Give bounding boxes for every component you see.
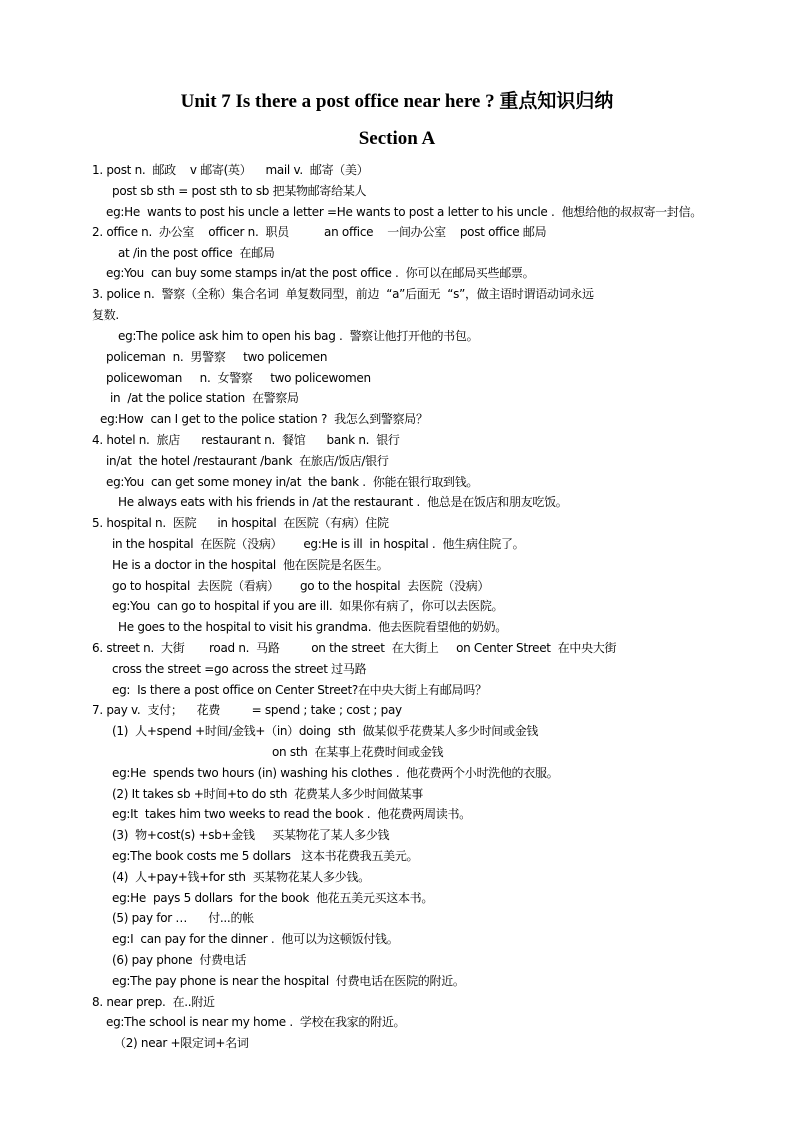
document-title: Unit 7 Is there a post office near here ? 重点知识归纳 bbox=[180, 91, 614, 112]
list-item: eg:He spends two hours (in) washing his clothes . 他花费两个小时洗他的衣服。 bbox=[112, 766, 559, 780]
list-item: He is a doctor in the hospital 他在医院是名医生。 bbox=[112, 558, 389, 572]
list-item: eg:The school is near my home . 学校在我家的附近。 bbox=[106, 1015, 406, 1029]
list-item: eg:You can go to hospital if you are ill. 如果你有病了，你可以去医院。 bbox=[112, 599, 504, 613]
list-item: 7. pay v. 支付； 花费 = spend ; take ; cost ; pay bbox=[92, 703, 402, 717]
list-item: (3) 物+cost(s) +sb+金钱 买某物花了某人多少钱 bbox=[112, 828, 390, 842]
list-item: eg:I can pay for the dinner . 他可以为这顿饭付钱。 bbox=[112, 932, 399, 946]
list-item: at /in the post office 在邮局 bbox=[118, 246, 275, 260]
list-item: policewoman n. 女警察 two policewomen bbox=[106, 371, 371, 385]
list-item: eg:You can buy some stamps in/at the post office . 你可以在邮局买些邮票。 bbox=[106, 266, 535, 280]
list-item: 复数. bbox=[92, 308, 119, 322]
list-item: eg:How can I get to the police station ? 我怎么到警察局？ bbox=[100, 412, 428, 426]
list-item: go to hospital 去医院（看病） go to the hospital 去医院（没病） bbox=[112, 579, 490, 593]
list-item: （2) near +限定词+名词 bbox=[114, 1036, 249, 1050]
list-item: (4) 人+pay+钱+for sth 买某物花某人多少钱。 bbox=[112, 870, 370, 884]
list-item: eg:He pays 5 dollars for the book 他花五美元买这本书。 bbox=[112, 891, 434, 905]
list-item: eg: Is there a post office on Center Street?在中央大街上有邮局吗？ bbox=[112, 683, 487, 697]
list-item: 2. office n. 办公室 officer n. 职员 an office 一间办公室 post office 邮局 bbox=[92, 225, 547, 239]
list-item: (2) It takes sb +时间+to do sth 花费某人多少时间做某事 bbox=[112, 787, 423, 801]
list-item: policeman n. 男警察 two policemen bbox=[106, 350, 328, 364]
list-item: 4. hotel n. 旅店 restaurant n. 餐馆 bank n. 银行 bbox=[92, 433, 400, 447]
list-item: 8. near prep. 在..附近 bbox=[92, 995, 215, 1009]
list-item: 6. street n. 大街 road n. 马路 on the street 在大街上 on Center Street 在中央大街 bbox=[92, 641, 617, 655]
list-item: (6) pay phone 付费电话 bbox=[112, 953, 247, 967]
list-item: eg:It takes him two weeks to read the book . 他花费两周读书。 bbox=[112, 807, 471, 821]
list-item: He goes to the hospital to visit his grandma. 他去医院看望他的奶奶。 bbox=[118, 620, 507, 634]
list-item: eg:The book costs me 5 dollars 这本书花费我五美元。 bbox=[112, 849, 419, 863]
list-item: post sb sth = post sth to sb 把某物邮寄给某人 bbox=[112, 184, 367, 198]
list-item: He always eats with his friends in /at the restaurant . 他总是在饭店和朋友吃饭。 bbox=[118, 495, 568, 509]
list-item: 5. hospital n. 医院 in hospital 在医院（有病）住院 bbox=[92, 516, 389, 530]
list-item: eg:The police ask him to open his bag . 警察让他打开他的书包。 bbox=[118, 329, 479, 343]
list-item: 3. police n. 警察（全称）集合名词 单复数同型，前边 “a”后面无 “s”，做主语时谓语动词永远 bbox=[92, 287, 594, 301]
list-item: on sth 在某事上花费时间或金钱 bbox=[272, 745, 444, 759]
list-item: eg:You can get some money in/at the bank . 你能在银行取到钱。 bbox=[106, 475, 479, 489]
list-item: in/at the hotel /restaurant /bank 在旅店/饭店/银行 bbox=[106, 454, 389, 468]
list-item: eg:He wants to post his uncle a letter =He wants to post a letter to his uncle . 他想给他的叔叔寄一封信。 bbox=[106, 205, 702, 219]
list-item: (5) pay for … 付...的帐 bbox=[112, 911, 254, 925]
list-item: in /at the police station 在警察局 bbox=[110, 391, 299, 405]
list-item: eg:The pay phone is near the hospital 付费电话在医院的附近。 bbox=[112, 974, 465, 988]
list-item: (1) 人+spend +时间/金钱+（in）doing sth 做某似乎花费某人多少时间或金钱 bbox=[112, 724, 539, 738]
list-item: in the hospital 在医院（没病） eg:He is ill in hospital . 他生病住院了。 bbox=[112, 537, 525, 551]
list-item: cross the street =go across the street 过马路 bbox=[112, 662, 367, 676]
list-item: 1. post n. 邮政 v 邮寄(英） mail v. 邮寄（美） bbox=[92, 163, 369, 177]
section-heading: Section A bbox=[358, 128, 436, 149]
